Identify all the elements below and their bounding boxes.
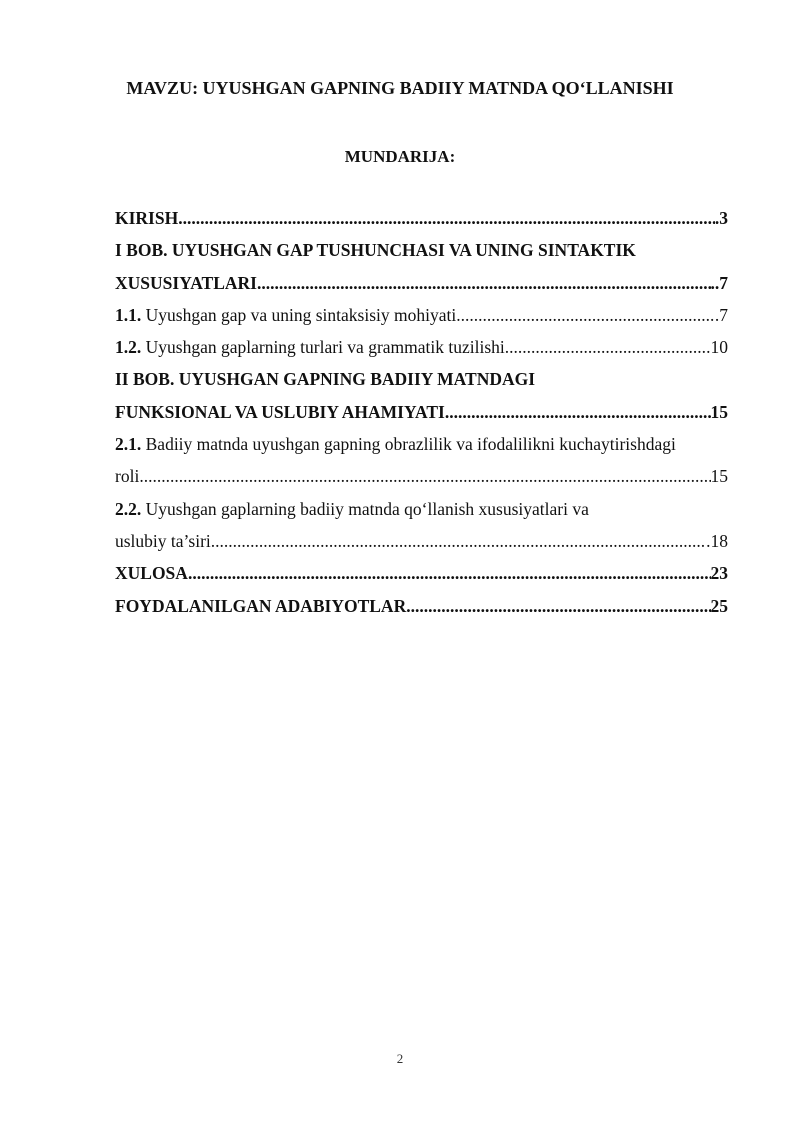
- toc-entry-text: XUSUSIYATLARI: [115, 272, 257, 293]
- section-title: Badiiy matnda uyushgan gapning obrazlilik va ifodalilikni kuchaytirishdagi: [141, 434, 676, 455]
- toc-entry-text: [115, 428, 676, 460]
- dot-leader: [139, 460, 710, 492]
- toc-page-number: 25: [710, 595, 728, 616]
- toc-entry-text: [115, 493, 589, 525]
- section-number: 1.1.: [115, 304, 142, 325]
- toc-entry-1-2[interactable]: [115, 331, 728, 363]
- section-number: 2.1.: [115, 434, 142, 455]
- toc-entry-bob2[interactable]: [115, 363, 728, 395]
- section-number: 2.2.: [115, 498, 142, 519]
- dot-leader: [188, 557, 711, 589]
- toc-entry-bob1-continued[interactable]: [115, 267, 728, 299]
- dot-leader: [445, 396, 711, 428]
- toc-entry-text: FUNKSIONAL VA USLUBIY AHAMIYATI: [115, 401, 445, 422]
- topic-title: MAVZU: UYUSHGAN GAPNING BADIIY MATNDA QO‘LLANISHI: [126, 78, 674, 98]
- toc-entry-text: uslubiy ta’siri: [115, 530, 211, 551]
- contents-heading: MUNDARIJA:: [344, 147, 456, 166]
- toc-entry-xulosa[interactable]: [115, 557, 728, 589]
- toc-page-number: ..7: [710, 272, 728, 293]
- toc-page-number: .3: [714, 208, 728, 228]
- toc-entry-2-2[interactable]: [115, 493, 728, 525]
- toc-entry-2-2-continued[interactable]: [115, 525, 728, 557]
- toc-entry-text: roli: [115, 466, 140, 487]
- toc-entry-bob1[interactable]: [115, 234, 728, 266]
- toc-page-number: 23: [710, 563, 728, 584]
- toc-entry-text: I BOB. UYUSHGAN GAP TUSHUNCHASI VA UNING SINTAKTIK: [115, 240, 636, 261]
- toc-entry-adabiyotlar[interactable]: [115, 590, 728, 622]
- section-title: Uyushgan gaplarning turlari va grammatik tuzilishi: [141, 337, 505, 358]
- dot-leader: [257, 267, 711, 299]
- toc-entry-bob2-continued[interactable]: [115, 396, 728, 428]
- toc-entry-text: KIRISH: [115, 208, 179, 228]
- dot-leader: [406, 590, 710, 622]
- dot-leader: [178, 202, 715, 234]
- dot-leader: [505, 331, 706, 363]
- toc-entry-2-1[interactable]: [115, 428, 728, 460]
- toc-page-number: .10: [706, 337, 728, 358]
- toc-entry-text: [115, 331, 505, 363]
- toc-page-number: .18: [706, 530, 728, 551]
- section-title: Uyushgan gaplarning badiiy matnda qo‘llanish xususiyatlari va: [141, 498, 589, 519]
- toc-entry-2-1-continued[interactable]: [115, 460, 728, 492]
- toc-entry-kirish[interactable]: [115, 202, 728, 234]
- section-title: Uyushgan gap va uning sintaksisiy mohiyati: [141, 304, 457, 325]
- toc-entry-text: XULOSA: [115, 563, 188, 584]
- section-number: 1.2.: [115, 337, 142, 358]
- toc-page-number: 15: [710, 466, 728, 487]
- toc-page-number: .7: [714, 304, 728, 325]
- toc-page-number: 15: [710, 401, 728, 422]
- toc-entry-text: [115, 299, 456, 331]
- dot-leader: [456, 299, 715, 331]
- toc-entry-1-1[interactable]: [115, 299, 728, 331]
- dot-leader: [211, 525, 706, 557]
- page-number: 2: [396, 1051, 404, 1066]
- table-of-contents: [115, 202, 728, 622]
- toc-entry-text: II BOB. UYUSHGAN GAPNING BADIIY MATNDAGI: [115, 369, 536, 390]
- toc-entry-text: FOYDALANILGAN ADABIYOTLAR: [115, 595, 407, 616]
